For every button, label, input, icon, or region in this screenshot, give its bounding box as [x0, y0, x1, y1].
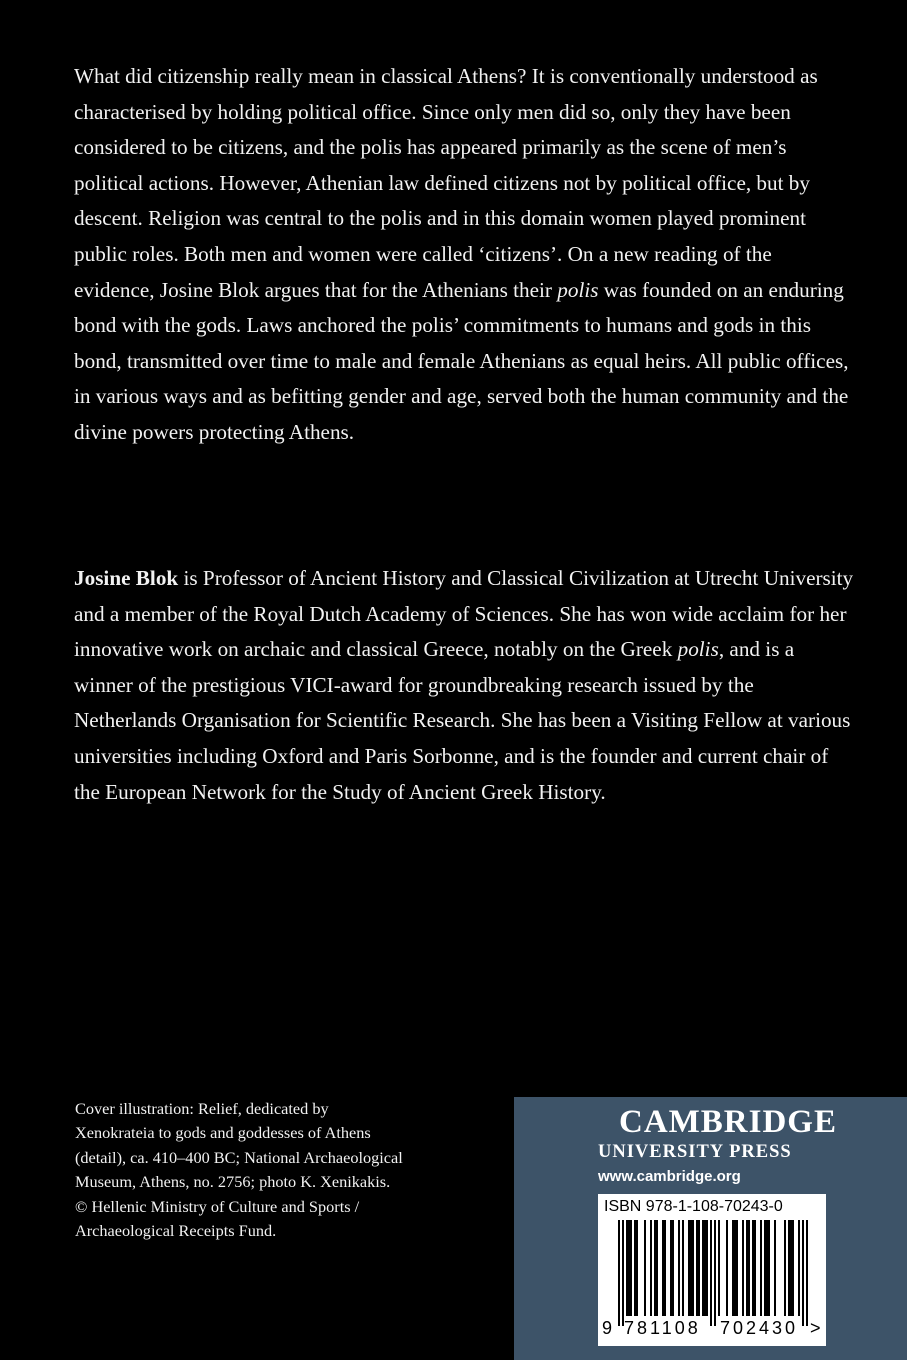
- credit-line: Xenokrateia to gods and goddesses of Athens: [75, 1123, 371, 1143]
- description-paragraph: [74, 59, 854, 451]
- barcode-bar: [630, 1220, 632, 1316]
- barcode-bar: [784, 1220, 786, 1316]
- publisher-panel: [514, 1097, 907, 1360]
- barcode-left-digits: 781108: [624, 1318, 701, 1338]
- barcode-guard-bar: [802, 1220, 804, 1326]
- barcode-bar: [698, 1220, 700, 1316]
- barcode-bar: [718, 1220, 720, 1316]
- barcode-bar: [766, 1220, 768, 1316]
- barcode-bar: [650, 1220, 652, 1316]
- barcode-bar: [670, 1220, 672, 1316]
- barcode-bar: [774, 1220, 776, 1316]
- barcode-guard-bar: [806, 1220, 808, 1326]
- publisher-url: www.cambridge.org: [598, 1168, 741, 1185]
- barcode-bar: [788, 1220, 790, 1316]
- barcode-bar: [628, 1220, 630, 1316]
- barcode-bar: [682, 1220, 684, 1316]
- barcode-bar: [664, 1220, 666, 1316]
- barcode-bar: [654, 1220, 656, 1316]
- barcode-bar: [726, 1220, 728, 1316]
- barcode-bar: [742, 1220, 744, 1316]
- barcode-bar: [672, 1220, 674, 1316]
- barcode: [598, 1194, 826, 1346]
- barcode-bar: [760, 1220, 762, 1316]
- credit-line: Museum, Athens, no. 2756; photo K. Xenikakis.: [75, 1172, 391, 1192]
- barcode-bar: [706, 1220, 708, 1316]
- barcode-bar: [662, 1220, 664, 1316]
- barcode-bar: [678, 1220, 680, 1316]
- barcode-guard-bar: [710, 1220, 712, 1326]
- barcode-bar: [626, 1220, 628, 1316]
- barcode-bar: [790, 1220, 792, 1316]
- barcode-bar: [702, 1220, 704, 1316]
- barcode-guard-bar: [714, 1220, 716, 1326]
- barcode-bar: [688, 1220, 690, 1316]
- barcode-first-digit: 9: [602, 1318, 613, 1338]
- barcode-quiet-zone-mark: >: [810, 1318, 821, 1338]
- barcode-bar: [692, 1220, 694, 1316]
- barcode-bar: [636, 1220, 638, 1316]
- author-bio-text-1: is Professor of Ancient History and Classical Civilization at Utrecht University and a member of the Royal Dutch Academy of Sciences. She has won wide acclaim for her innovative work on archaic and classical Greece, notably on the Greek: [74, 566, 854, 662]
- publisher-logo-subname: UNIVERSITY PRESS: [598, 1142, 792, 1162]
- credit-line: Cover illustration: Relief, dedicated by: [75, 1099, 329, 1118]
- description-text-2: was founded on an enduring bond with the gods. Laws anchored the polis’ commitments to humans and gods in this bond, transmitted over time to male and female Athenians as equal heirs. All public offices, in various ways and as befitting gender and age, served both the human community and the divine powers protecting Athens.: [74, 277, 849, 444]
- barcode-bar: [754, 1220, 756, 1316]
- barcode-guard-bar: [622, 1220, 624, 1326]
- barcode-bar: [634, 1220, 636, 1316]
- barcode-guard-bar: [618, 1220, 620, 1326]
- barcode-bar: [748, 1220, 750, 1316]
- barcode-bar: [690, 1220, 692, 1316]
- barcode-bar: [798, 1220, 800, 1316]
- publisher-logo-name: CAMBRIDGE: [618, 1104, 837, 1140]
- barcode-bar: [656, 1220, 658, 1316]
- description-text-1: What did citizenship really mean in classical Athens? It is conventionally understood as characterised by holding political office. Since only men did so, only they have been considered to be citizens, and the polis has appeared primarily as the scene of men’s political actions. However, Athenian law defined citizens not by political office, but by descent. Religion was central to the polis and in this domain women played prominent public roles. Both men and women were called ‘citizens’. On a new reading of the evidence, Josine Blok argues that for the Athenians their: [74, 64, 818, 302]
- barcode-bar: [736, 1220, 738, 1316]
- barcode-bar: [752, 1220, 754, 1316]
- credit-line: Archaeological Receipts Fund.: [75, 1221, 277, 1241]
- credit-line: (detail), ca. 410–400 BC; National Archaeological: [75, 1147, 403, 1167]
- barcode-bar: [746, 1220, 748, 1316]
- description-italic-polis: polis: [557, 277, 599, 302]
- author-name: Josine Blok: [74, 566, 179, 590]
- barcode-bar: [732, 1220, 734, 1316]
- barcode-bar: [764, 1220, 766, 1316]
- credit-line: © Hellenic Ministry of Culture and Sports /: [75, 1196, 360, 1216]
- barcode-bar: [704, 1220, 706, 1316]
- barcode-bar: [792, 1220, 794, 1316]
- barcode-right-digits: 702430: [720, 1318, 799, 1338]
- author-bio-paragraph: [74, 561, 854, 810]
- barcode-bar: [696, 1220, 698, 1316]
- barcode-bar: [768, 1220, 770, 1316]
- isbn-label: ISBN 978-1-108-70243-0: [604, 1198, 783, 1215]
- barcode-bar: [734, 1220, 736, 1316]
- barcode-bar: [644, 1220, 646, 1316]
- author-bio-italic-polis: polis: [677, 637, 719, 662]
- cover-illustration-credit: [75, 1097, 495, 1243]
- author-bio-text-2: , and is a winner of the prestigious VICI-award for groundbreaking research issued by the Netherlands Organisation for Scientific Research. She has been a Visiting Fellow at various universities including Oxford and Paris Sorbonne, and is the founder and current chair of the European Network for the Study of Ancient Greek History.: [74, 637, 851, 804]
